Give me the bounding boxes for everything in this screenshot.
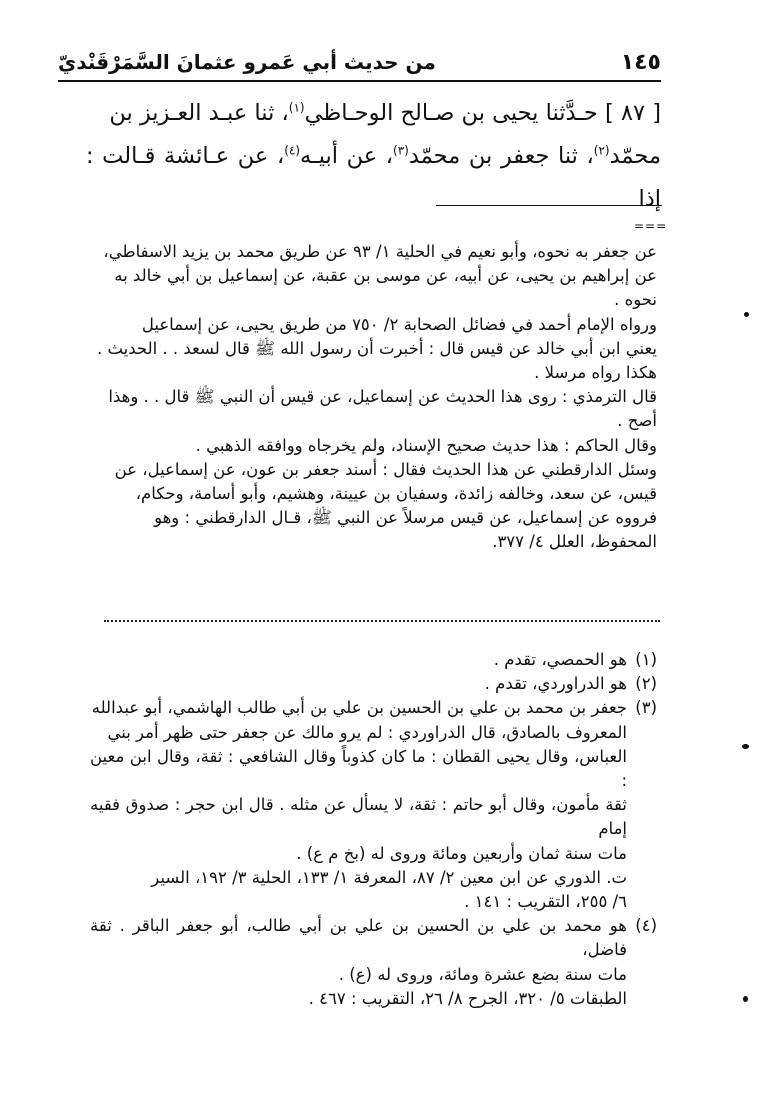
footnote-ref-3: (٣) bbox=[393, 143, 409, 158]
footnote-number: (١) bbox=[635, 650, 657, 669]
footnote-4 bbox=[90, 914, 657, 1011]
footnote-body bbox=[90, 914, 627, 1011]
footnote-line: ٦/ ٢٥٥، التقريب : ١٤١ . bbox=[464, 892, 627, 912]
footnote-1 bbox=[90, 648, 657, 672]
footnote-3 bbox=[90, 696, 657, 914]
hadith-line-2-d: ، عن عـائشة قـالت : إذا bbox=[86, 143, 661, 212]
hadith-line-2-c: ، عن أبيـه bbox=[300, 143, 394, 169]
footnote-body bbox=[90, 648, 627, 672]
footnote-number: (٤) bbox=[635, 916, 657, 936]
hadith-line-1-tail: ، ثنا عبـد العـزيز بن bbox=[109, 100, 289, 126]
note-line: قال الترمذي : روى هذا الحديث عن إسماعيل، عن قيس أن النبي ﷺ قال . . وهذا bbox=[108, 387, 657, 407]
dotted-separator bbox=[104, 620, 660, 622]
note-line: قيس، عن سعد، وخالفه زائدة، وسفيان بن عيينة، وهشيم، وأبو أسامة، وحكام، bbox=[135, 484, 657, 504]
note-line: وقال الحاكم : هذا حديث صحيح الإسناد، ولم يخرجاه ووافقه الذهبي . bbox=[195, 435, 657, 455]
footnote-line: مات سنة بضع عشرة ومائة، وروى له (ع) . bbox=[338, 964, 627, 984]
footnote-line: ت. الدوري عن ابن معين ٢/ ٨٧، المعرفة ١/ ١٣٣، الحلية ٣/ ١٩٢، السير bbox=[151, 867, 627, 887]
hadith-line-1-text: [ ٨٧ ] حـدَّثنا يحيى بن صـالح الوحـاظي bbox=[304, 100, 661, 126]
footnote-line: المعروف بالصادق، قال الدراوردي : لم يرو مالك عن جعفر حتى ظهر أمر بني bbox=[107, 722, 627, 742]
note-line: المحفوظ، العلل ٤/ ٣٧٧. bbox=[492, 532, 657, 552]
hadith-line-2-a: محمّد bbox=[609, 143, 662, 169]
footnote-number: (٢) bbox=[635, 674, 657, 694]
note-line: وسئل الدارقطني عن هذا الحديث فقال : أسند جعفر بن عون، عن إسماعيل، عن bbox=[114, 459, 657, 479]
footnote-line: الطبقات ٥/ ٣٢٠، الجرح ٨/ ٢٦، التقريب : ٤٦٧ . bbox=[308, 988, 627, 1008]
note-line: نحوه . bbox=[614, 290, 657, 310]
footnote-body bbox=[90, 672, 627, 696]
hadith-text bbox=[86, 92, 661, 221]
footnote-line: هو الدراوردي، تقدم . bbox=[484, 674, 627, 694]
note-line: ورواه الإمام أحمد في فضائل الصحابة ٢/ ٧٥٠ من طريق يحيى، عن إسماعيل bbox=[141, 314, 657, 334]
page-number: ١٤٥ bbox=[620, 49, 661, 75]
hadith-line-1 bbox=[86, 92, 661, 135]
footnote-ref-4: (٤) bbox=[284, 143, 301, 158]
footnote-line: هو الحمصي، تقدم . bbox=[493, 650, 627, 669]
header-rule bbox=[58, 80, 661, 82]
note-line: أصح . bbox=[617, 411, 657, 431]
hadith-line-2 bbox=[86, 135, 661, 221]
scan-speck bbox=[744, 312, 749, 317]
page-header bbox=[58, 44, 661, 80]
footnote-2 bbox=[90, 672, 657, 696]
footnote-body bbox=[90, 696, 627, 914]
footnotes bbox=[90, 648, 657, 1011]
note-line: يعني ابن أبي خالد عن قيس قال : أخبرت أن رسول الله ﷺ قال لسعد . . الحديث . bbox=[96, 338, 657, 358]
footnote-line: جعفر بن محمد بن علي بن الحسين بن علي بن أبي طالب الهاشمي، أبو عبدالله bbox=[91, 698, 627, 718]
note-line: عن جعفر به نحوه، وأبو نعيم في الحلية ١/ ٩٣ عن طريق محمد بن يزيد الاسفاطي، bbox=[103, 242, 657, 261]
note-line: عن إبراهيم بن يحيى، عن أبيه، عن موسى بن عقبة، عن إسماعيل بن أبي خالد به bbox=[114, 266, 657, 286]
footnote-line: ثقة مأمون، وقال أبو حاتم : ثقة، لا يسأل عن مثله . قال ابن حجر : صدوق فقيه إمام bbox=[90, 795, 627, 839]
scan-speck bbox=[742, 744, 749, 749]
footnote-ref-2: (٢) bbox=[593, 143, 610, 158]
running-title: من حديث أبي عَمرو عثمانَ السَّمَرْقَنْديّ bbox=[58, 50, 436, 74]
continuation-mark: === bbox=[634, 219, 668, 233]
note-line: هكذا رواه مرسلا . bbox=[534, 363, 657, 383]
scan-speck bbox=[743, 996, 748, 1002]
footnote-line: مات سنة ثمان وأربعين ومائة وروى له (بخ م ع) . bbox=[296, 843, 627, 863]
continued-notes bbox=[90, 240, 657, 555]
hadith-line-2-b: ، ثنا جعفر بن محمّد bbox=[408, 143, 594, 169]
footnote-line: العباس، وقال يحيى القطان : ما كان كذوباً وقال الشافعي : ثقة، وقال ابن معين : bbox=[90, 746, 627, 791]
footnote-ref-1: (١) bbox=[288, 100, 305, 115]
footnote-line: هو محمد بن علي بن الحسين بن علي بن أبي طالب، أبو جعفر الباقر . ثقة فاضل، bbox=[90, 916, 627, 960]
footnote-number: (٣) bbox=[635, 698, 657, 718]
note-line: فرووه عن إسماعيل، عن قيس مرسلاً عن النبي ﷺ، قـال الدارقطني : وهو bbox=[154, 508, 657, 528]
footnote-separator bbox=[436, 205, 662, 206]
